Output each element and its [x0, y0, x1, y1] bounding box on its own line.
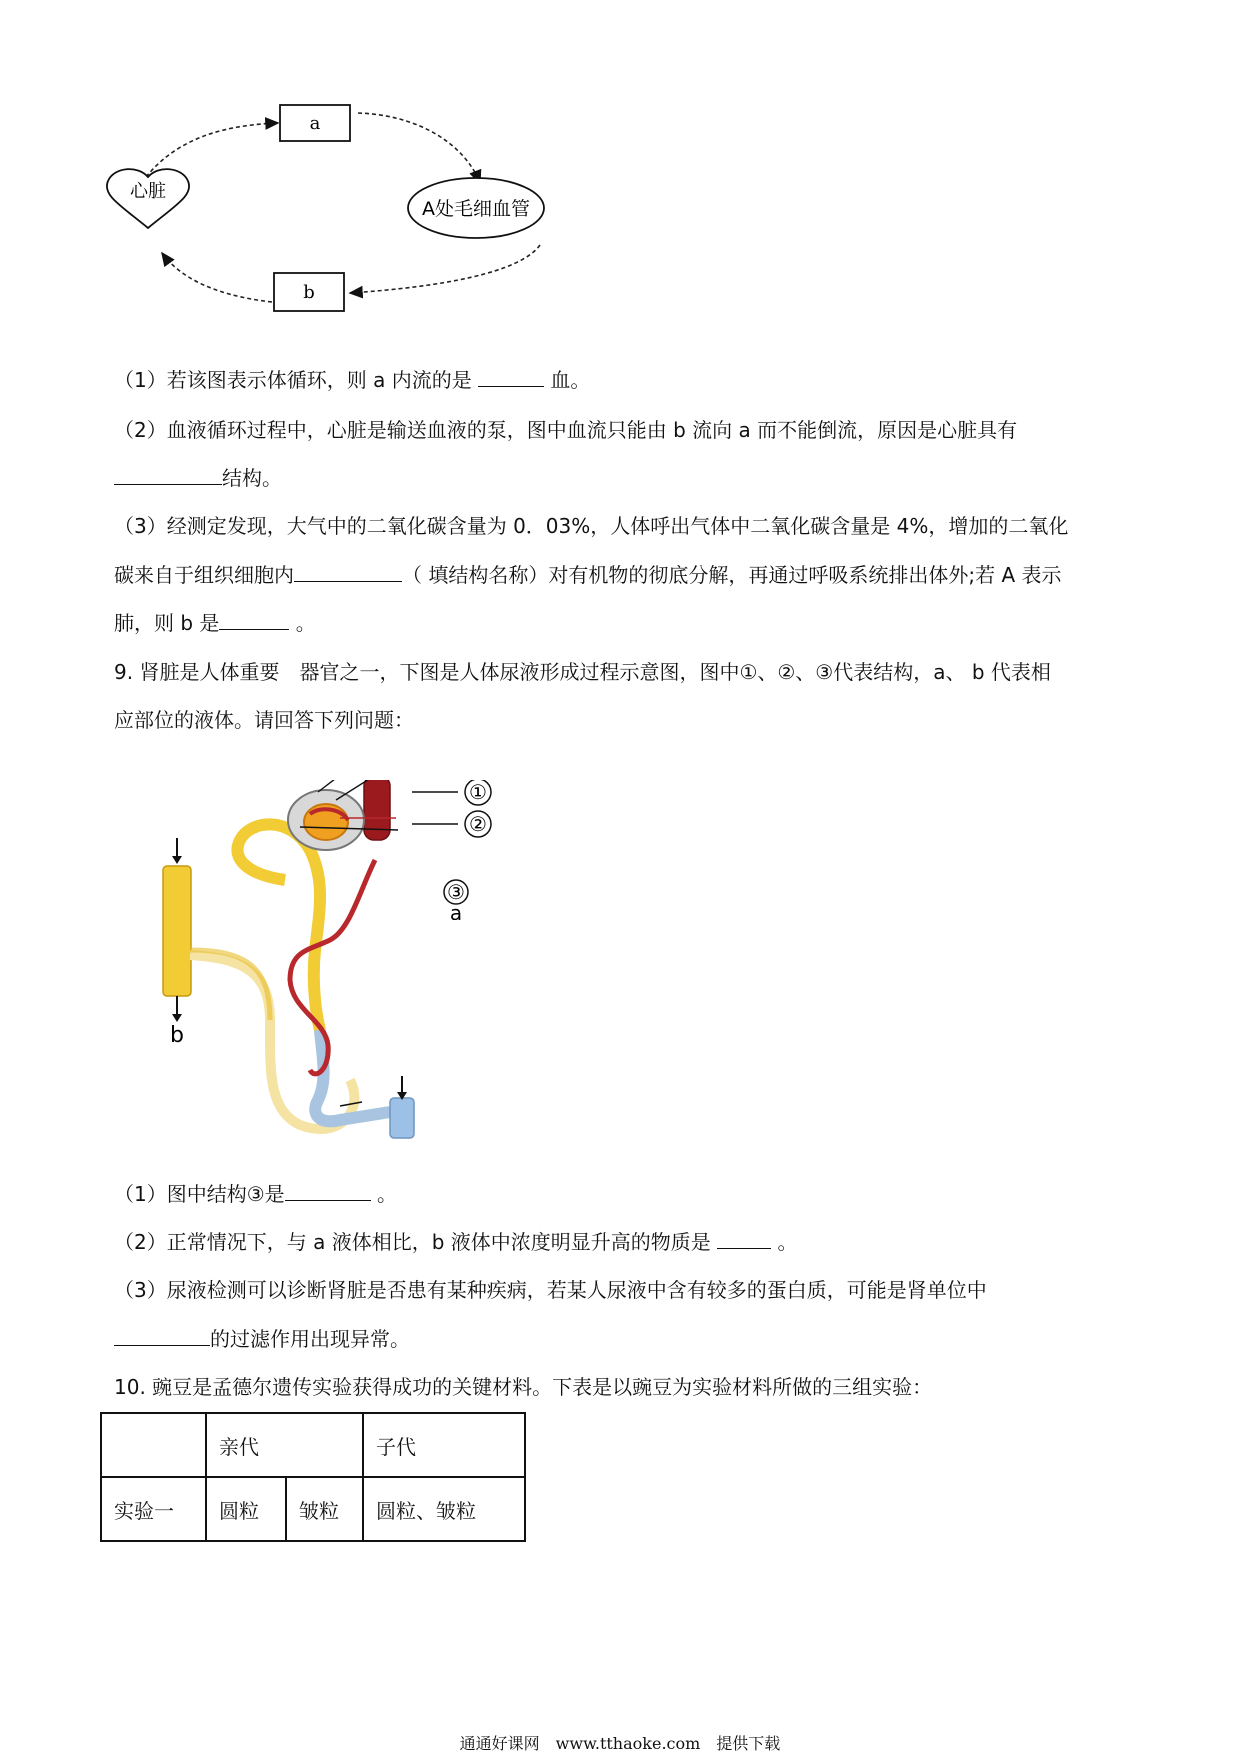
q9-stem-line2: 应部位的液体。请回答下列问题：	[114, 708, 414, 732]
q8-part2-blank	[114, 466, 222, 485]
q8-part2-line1: （2）血液循环过程中，心脏是输送血液的泵，图中血流只能由 b 流向 a 而不能倒流，原因是心脏具有	[114, 418, 1018, 442]
table-header-cell	[101, 1413, 206, 1477]
heart-label: 心脏	[130, 181, 166, 202]
arrow-a-to-capillary	[358, 113, 480, 183]
q8-part3-line3: 肺，则 b 是 。	[114, 611, 316, 635]
table-header-row	[101, 1413, 525, 1477]
experiment-table	[100, 1412, 526, 1542]
box-a-label: a	[309, 113, 321, 134]
arrow-capillary-to-b	[350, 245, 540, 293]
capillary-label: A处毛细血管	[422, 198, 530, 220]
label-b: b	[170, 1023, 184, 1048]
collecting-duct	[163, 866, 191, 996]
q8-part1: （1）若该图表示体循环，则 a 内流的是 血。	[114, 368, 591, 392]
arrow-b-to-heart	[162, 253, 272, 302]
q8-part3-blank2	[219, 611, 289, 630]
q9-part1: （1）图中结构③是 。	[114, 1182, 398, 1206]
label-2: ②	[469, 812, 487, 836]
q8-part3-line2: 碳来自于组织细胞内 （ 填结构名称）对有机物的彻底分解，再通过呼吸系统排出体外;若 A 表示	[114, 563, 1062, 587]
label-a: a	[449, 901, 463, 920]
q8-part2-line2: 结构。	[114, 466, 282, 490]
q8-part1-blank	[478, 368, 544, 387]
nephron-leaders	[410, 780, 510, 920]
q9-part3-blank	[114, 1327, 210, 1346]
q9-part2-blank	[717, 1230, 771, 1249]
table-cell: 实验一	[101, 1477, 206, 1541]
q9-part2: （2）正常情况下，与 a 液体相比，b 液体中浓度明显升高的物质是 。	[114, 1230, 798, 1254]
table-row	[101, 1477, 525, 1541]
q9-stem-line1: 9. 肾脏是人体重要 器官之一，下图是人体尿液形成过程示意图，图中①、②、③代表结构，a、 b 代表相	[114, 660, 1051, 684]
page-footer: 通通好课网 www.tthaoke.com 提供下载	[459, 1734, 781, 1753]
q10-stem: 10. 豌豆是孟德尔遗传实验获得成功的关键材料。下表是以豌豆为实验材料所做的三组实验：	[114, 1375, 933, 1399]
vein-vessel	[390, 1098, 414, 1138]
q9-part1-blank	[285, 1182, 371, 1201]
renal-artery	[364, 780, 390, 840]
label-1: ①	[469, 780, 487, 804]
q8-part3-blank1	[294, 563, 402, 582]
table-cell: 圆粒、皱粒	[363, 1477, 525, 1541]
box-b-label: b	[303, 282, 315, 303]
peritubular-capillary	[290, 860, 375, 1074]
q9-part3-line1: （3）尿液检测可以诊断肾脏是否患有某种疾病，若某人尿液中含有较多的蛋白质，可能是肾单位中	[114, 1278, 987, 1302]
tubule-yellow	[237, 824, 320, 1030]
table-cell: 圆粒	[206, 1477, 286, 1541]
q8-part3-line1: （3）经测定发现，大气中的二氧化碳含量为 0．03%，人体呼出气体中二氧化碳含量是 4%，增加的二氧化	[114, 514, 1069, 538]
table-cell: 皱粒	[286, 1477, 363, 1541]
table-header-cell: 亲代	[206, 1413, 363, 1477]
circulation-diagram	[100, 95, 660, 360]
table-header-cell: 子代	[363, 1413, 525, 1477]
label-3: ③	[447, 880, 465, 904]
q9-part3-line2: 的过滤作用出现异常。	[114, 1327, 410, 1351]
